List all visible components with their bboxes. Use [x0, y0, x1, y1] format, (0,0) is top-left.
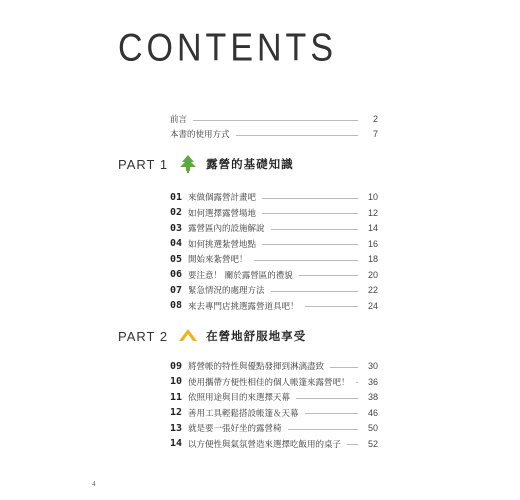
toc-item-01[interactable]: [170, 191, 378, 203]
item-number: 03: [170, 222, 183, 234]
item-number: 14: [170, 438, 183, 449]
item-number: 09: [170, 360, 183, 372]
page-number: 4: [92, 480, 96, 488]
toc-item-06[interactable]: [170, 269, 378, 281]
toc-label: 使用攜帶方便性相佳的個人帳篷來露營吧！: [188, 377, 350, 388]
toc-item-12[interactable]: [170, 407, 378, 419]
toc-item-02[interactable]: [170, 207, 378, 219]
part-1-header: [118, 155, 294, 173]
toc-page: 52: [367, 438, 378, 449]
toc-page: 24: [367, 300, 378, 311]
toc-page: 46: [367, 407, 378, 418]
toc-label: 以方便性與氣氛營造來選擇吃飯用的桌子: [188, 439, 342, 450]
toc-row-howto[interactable]: [170, 128, 378, 140]
item-number: 04: [170, 238, 183, 249]
item-number: 13: [170, 422, 183, 434]
tree-icon: [178, 155, 198, 173]
toc-row-intro[interactable]: [170, 113, 378, 125]
toc-page: 10: [367, 192, 378, 202]
leader-line: [356, 382, 358, 383]
toc-label: 前言: [170, 115, 188, 125]
toc-label: 露營區內的設施解說: [188, 224, 265, 234]
toc-label: 來去專門店挑選露營道具吧！: [188, 301, 299, 312]
toc-label: 來做個露營計畫吧: [188, 193, 257, 203]
toc-page: 20: [367, 269, 378, 280]
toc-item-08[interactable]: [170, 300, 378, 312]
item-number: 07: [170, 284, 183, 296]
leader-line: [305, 413, 358, 414]
part-label: PART 2: [118, 328, 169, 344]
toc-page: 22: [367, 285, 378, 295]
toc-page: 14: [367, 223, 378, 233]
toc-item-11[interactable]: [170, 391, 378, 403]
toc-label: 如何選擇露營場地: [188, 208, 257, 219]
toc-item-03[interactable]: [170, 222, 378, 234]
leader-line: [236, 135, 358, 136]
leader-line: [262, 198, 358, 199]
toc-label: 將營帳的特性與優點發揮到淋漓盡致: [188, 362, 325, 372]
toc-item-07[interactable]: [170, 284, 378, 296]
item-number: 02: [170, 207, 183, 218]
toc-page: 16: [367, 238, 378, 249]
leader-line: [262, 244, 358, 245]
toc-label: 善用工具輕鬆搭設帳篷＆天幕: [188, 408, 299, 419]
part-title: 露營的基礎知識: [206, 157, 294, 171]
contents-heading: CONTENTS: [118, 26, 337, 70]
toc-page: 12: [367, 207, 378, 218]
leader-line: [271, 229, 358, 230]
item-number: 10: [170, 376, 183, 387]
leader-line: [299, 275, 358, 276]
leader-line: [288, 429, 358, 430]
toc-page: 7: [372, 129, 378, 139]
toc-label: 本書的使用方式: [170, 130, 230, 140]
leader-line: [271, 291, 358, 292]
toc-label: 緊急情況的處理方法: [188, 286, 265, 296]
toc-item-05[interactable]: [170, 253, 378, 265]
toc-page: 38: [367, 392, 378, 402]
leader-line: [254, 260, 358, 261]
item-number: 11: [170, 391, 183, 403]
item-number: 06: [170, 269, 183, 280]
leader-line: [193, 120, 358, 121]
toc-item-13[interactable]: [170, 422, 378, 434]
toc-label: 要注意！ 關於露營區的禮貌: [188, 270, 293, 281]
toc-label: 開始來紮營吧！: [188, 255, 248, 265]
toc-item-14[interactable]: [170, 438, 378, 450]
toc-page: 50: [367, 423, 378, 433]
leader-line: [305, 306, 358, 307]
leader-line: [296, 398, 358, 399]
part-label: PART 1: [118, 156, 169, 172]
leader-line: [347, 444, 358, 445]
tent-icon: [178, 327, 198, 345]
toc-item-04[interactable]: [170, 238, 378, 250]
item-number: 01: [170, 191, 183, 203]
leader-line: [262, 213, 358, 214]
toc-page: 36: [367, 376, 378, 387]
toc-item-09[interactable]: [170, 360, 378, 372]
toc-label: 如何挑選紮營地點: [188, 239, 257, 250]
toc-page: 30: [367, 361, 378, 371]
toc-page: 18: [367, 254, 378, 264]
item-number: 08: [170, 300, 183, 311]
toc-page: 2: [372, 114, 378, 124]
toc-item-10[interactable]: [170, 376, 378, 388]
toc-label: 就是要一張好坐的露營椅: [188, 424, 282, 434]
leader-line: [330, 367, 358, 368]
part-title: 在營地舒服地享受: [206, 329, 307, 343]
item-number: 05: [170, 253, 183, 265]
toc-label: 依照用途與目的來選擇天幕: [188, 393, 291, 403]
item-number: 12: [170, 407, 183, 418]
part-2-header: [118, 327, 306, 345]
